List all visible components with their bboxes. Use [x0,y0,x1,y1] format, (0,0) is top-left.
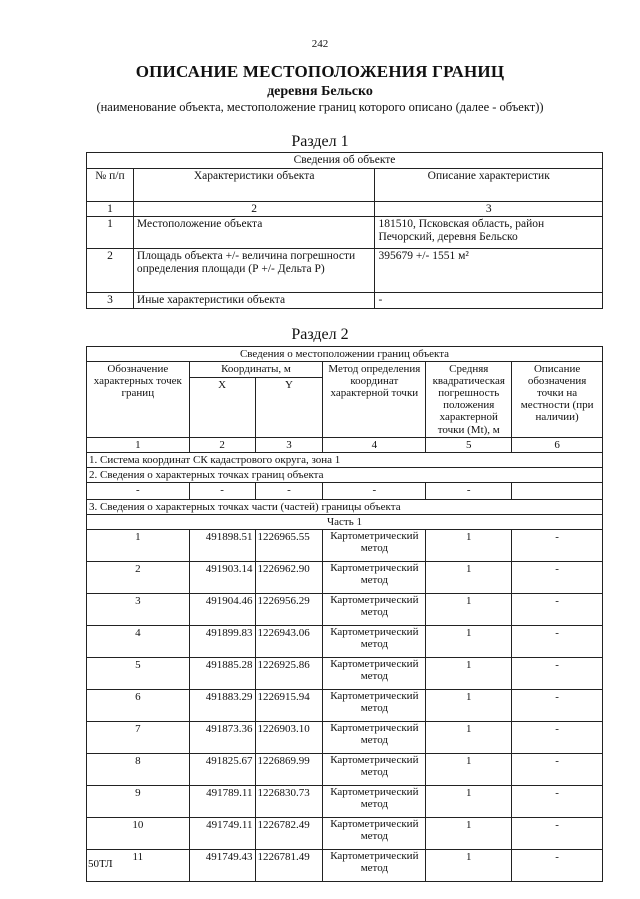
point-error: 1 [426,594,512,626]
point-description: - [512,818,603,850]
point-error: 1 [426,722,512,754]
table-row [87,786,603,818]
point-method: Картометрический метод [323,594,426,626]
point-description: - [512,754,603,786]
document-title: ОПИСАНИЕ МЕСТОПОЛОЖЕНИЯ ГРАНИЦ [135,62,505,81]
table-title: Сведения о местоположении границ объекта [87,347,603,362]
point-y: 1226782.49 [255,818,323,850]
column-header-description: Описание обозначения точки на местности (при наличии) [512,362,603,438]
point-description: - [512,850,603,882]
table-row [87,594,603,626]
point-error: 1 [426,690,512,722]
index-cell: 2 [189,437,255,452]
subsection-part-points: 3. Сведения о характерных точках части (частей) границы объекта [87,499,603,514]
row-description: - [375,293,603,309]
point-number: 2 [87,562,190,594]
page-number: 242 [311,38,329,50]
point-x: 491825.67 [189,754,255,786]
footer-code: 50ТЛ [88,858,113,870]
point-method: Картометрический метод [323,818,426,850]
subsection-object-points: 2. Сведения о характерных точках границ объекта [87,467,603,482]
table-row [87,562,603,594]
point-x: 491898.51 [189,530,255,562]
table-row [87,658,603,690]
points-list [87,530,603,882]
row-characteristic: Местоположение объекта [133,217,375,249]
index-cell: 1 [87,437,190,452]
point-error: 1 [426,818,512,850]
index-cell: 3 [255,437,323,452]
point-description: - [512,786,603,818]
row-characteristic: Иные характеристики объекта [133,293,375,309]
point-number: 5 [87,658,190,690]
point-y: 1226869.99 [255,754,323,786]
column-header-method: Метод определения координат характерной точки [323,362,426,438]
point-number: 11 [87,850,190,882]
column-header-description: Описание характеристик [375,168,603,201]
table-row [87,482,603,499]
point-x: 491904.46 [189,594,255,626]
row-description: 395679 +/- 1551 м² [375,249,603,293]
section2-heading: Раздел 2 [291,326,349,343]
point-number: 7 [87,722,190,754]
point-method: Картометрический метод [323,754,426,786]
table-row [87,690,603,722]
dash-cell: - [189,482,255,499]
point-number: 8 [87,754,190,786]
point-number: 3 [87,594,190,626]
index-cell: 4 [323,437,426,452]
point-method: Картометрический метод [323,658,426,690]
table-title: Сведения об объекте [87,153,603,169]
point-y: 1226903.10 [255,722,323,754]
boundary-table [86,346,603,882]
point-error: 1 [426,754,512,786]
dash-cell: - [87,482,190,499]
point-y: 1226781.49 [255,850,323,882]
point-description: - [512,626,603,658]
point-error: 1 [426,530,512,562]
point-description: - [512,594,603,626]
point-x: 491789.11 [189,786,255,818]
dash-cell [512,482,603,499]
table-row [87,626,603,658]
row-description: 181510, Псковская область, район Печорский, деревня Бельско [375,217,603,249]
point-y: 1226915.94 [255,690,323,722]
column-header-no: № п/п [87,168,134,201]
point-x: 491883.29 [189,690,255,722]
index-cell: 3 [375,201,603,217]
point-x: 491873.36 [189,722,255,754]
point-error: 1 [426,562,512,594]
point-y: 1226962.90 [255,562,323,594]
row-number: 1 [87,217,134,249]
index-cell: 6 [512,437,603,452]
dash-cell: - [426,482,512,499]
point-method: Картометрический метод [323,562,426,594]
point-y: 1226830.73 [255,786,323,818]
table-row [87,818,603,850]
table-row [87,217,603,249]
table-row [87,722,603,754]
object-note: (наименование объекта, местоположение границ которого описано (далее - объект)) [96,100,544,114]
section1-heading: Раздел 1 [291,133,349,150]
point-method: Картометрический метод [323,690,426,722]
point-x: 491749.11 [189,818,255,850]
index-cell: 1 [87,201,134,217]
table-row [87,293,603,309]
document-subtitle: деревня Бельско [267,84,373,99]
point-description: - [512,722,603,754]
point-error: 1 [426,626,512,658]
column-header-characteristic: Характеристики объекта [133,168,375,201]
point-x: 491749.43 [189,850,255,882]
point-x: 491903.14 [189,562,255,594]
subsection-coordinate-system: 1. Система координат СК кадастрового округа, зона 1 [87,452,603,467]
point-error: 1 [426,658,512,690]
dash-cell: - [255,482,323,499]
point-description: - [512,562,603,594]
point-method: Картометрический метод [323,850,426,882]
point-y: 1226943.06 [255,626,323,658]
row-characteristic: Площадь объекта +/- величина погрешности определения площади (Р +/- Дельта Р) [133,249,375,293]
row-number: 2 [87,249,134,293]
column-header-y: Y [255,377,323,437]
row-number: 3 [87,293,134,309]
column-header-x: X [189,377,255,437]
object-info-table [86,152,603,309]
point-number: 10 [87,818,190,850]
part-label: Часть 1 [87,515,603,530]
table-row [87,850,603,882]
point-method: Картометрический метод [323,530,426,562]
point-number: 1 [87,530,190,562]
table-row [87,249,603,293]
dash-cell: - [323,482,426,499]
point-number: 9 [87,786,190,818]
point-x: 491885.28 [189,658,255,690]
point-y: 1226965.55 [255,530,323,562]
column-header-point: Обозначение характерных точек границ [87,362,190,438]
column-header-coordinates: Координаты, м [189,362,323,378]
point-description: - [512,690,603,722]
point-number: 4 [87,626,190,658]
point-description: - [512,530,603,562]
column-header-error: Средняя квадратическая погрешность положения характерной точки (Mt), м [426,362,512,438]
point-number: 6 [87,690,190,722]
index-cell: 5 [426,437,512,452]
point-method: Картометрический метод [323,626,426,658]
point-description: - [512,658,603,690]
point-method: Картометрический метод [323,786,426,818]
table-row [87,754,603,786]
point-y: 1226956.29 [255,594,323,626]
point-error: 1 [426,850,512,882]
point-error: 1 [426,786,512,818]
point-x: 491899.83 [189,626,255,658]
table-row [87,530,603,562]
point-method: Картометрический метод [323,722,426,754]
index-cell: 2 [133,201,375,217]
point-y: 1226925.86 [255,658,323,690]
